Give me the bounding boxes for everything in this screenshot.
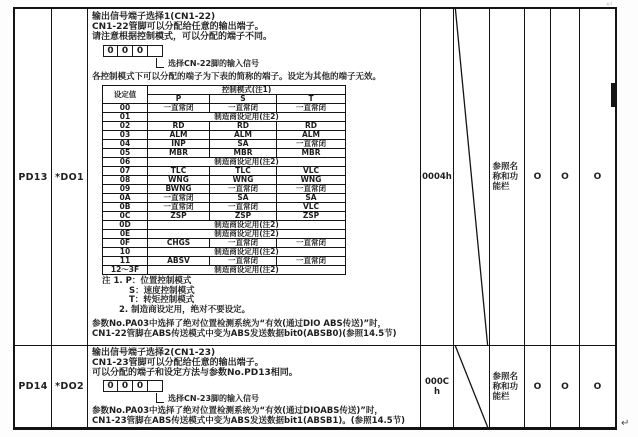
- signal-cell: RD: [210, 122, 277, 131]
- setting-value: 0B: [103, 203, 148, 212]
- pd13-unit-cell-slash: [454, 9, 490, 346]
- pd13-param-no: PD13: [18, 171, 48, 183]
- applicable-mark: O: [533, 172, 542, 182]
- pd14-mode-p-cell: [525, 346, 551, 427]
- diagonal-slash-icon: [454, 346, 489, 427]
- pd13-mode-s-cell: [551, 9, 580, 346]
- pd13-mode-t-cell: [580, 9, 615, 346]
- pd13-abs-paragraph: [92, 319, 417, 339]
- applicable-mark: O: [561, 381, 569, 392]
- setting-digit: 0: [118, 45, 133, 57]
- pd14-desc-line2: CN1-23管脚可以分配给任意的输出端子。: [92, 358, 264, 368]
- pd14-setting-value-box: [103, 380, 417, 392]
- pd14-initial-value-line2: h: [433, 386, 441, 397]
- setting-value: 12～3F: [103, 266, 148, 275]
- pd14-abs-line1: 参数No.PA03中选择了绝对位置检测系统为“有效(通过DIOABS传送)”时，: [92, 406, 383, 416]
- signal-cell: MBR: [148, 149, 210, 158]
- signal-cell: 一直常闭: [277, 104, 346, 113]
- pd14-box-callout: [92, 392, 417, 403]
- maker-setting-cell: 制造商设定用(注2): [148, 113, 346, 122]
- setting-digit: 0: [133, 380, 148, 392]
- signal-cell: 一直常闭: [148, 203, 210, 212]
- signal-cell: ZSP: [210, 212, 277, 221]
- signal-cell: VLC: [277, 167, 346, 176]
- signal-cell: WNG: [148, 176, 210, 185]
- signal-table-col-s: S: [210, 95, 277, 104]
- setting-value: 0A: [103, 194, 148, 203]
- signal-cell: 一直常闭: [277, 185, 346, 194]
- signal-cell: 一直常闭: [210, 104, 277, 113]
- signal-cell: ABSV: [148, 257, 210, 266]
- signal-cell: RD: [277, 122, 346, 131]
- signal-cell: MBR: [277, 149, 346, 158]
- pd14-desc-line3: 可以分配的端子和设定方法与参数No.PD13相同。: [92, 368, 298, 378]
- return-mark-top-icon: ↵: [606, 0, 614, 10]
- signal-cell: 一直常闭: [277, 239, 346, 248]
- signal-table-col-t: T: [277, 95, 346, 104]
- pd14-unit-cell-slash: [454, 346, 490, 427]
- callout-line-icon: [156, 393, 164, 403]
- setting-digit: 0: [118, 380, 133, 392]
- setting-digit: 0: [103, 380, 118, 392]
- signal-cell: 一直常闭: [277, 140, 346, 149]
- pd13-desc-line1: 输出信号端子选择1(CN1-22): [92, 12, 216, 22]
- setting-value: 04: [103, 140, 148, 149]
- setting-value: 01: [103, 113, 148, 122]
- pd14-initial-value-cell: [421, 346, 454, 427]
- signal-cell: VLC: [277, 203, 346, 212]
- signal-cell: 一直常闭: [210, 239, 277, 248]
- pd13-desc-line3: 请注意根据控制模式，可以分配的端子不同。: [92, 32, 273, 42]
- setting-value: 0C: [103, 212, 148, 221]
- scan-artifact: [611, 83, 617, 107]
- callout-line-icon: [156, 58, 164, 68]
- signal-table-header-value: 设定值: [103, 86, 148, 104]
- note-1-p: 1. P：位置控制模式: [113, 276, 192, 286]
- signal-cell: 一直常闭: [210, 185, 277, 194]
- pd14-description-cell: [88, 346, 421, 427]
- return-mark-bottom-icon: ↵: [621, 418, 630, 429]
- pd13-description-cell: [88, 9, 421, 346]
- pd14-setting-range: 参照名称和功能栏: [492, 371, 519, 402]
- signal-cell: SA: [210, 194, 277, 203]
- maker-setting-cell: 制造商设定用(注2): [148, 230, 346, 239]
- setting-value: 07: [103, 167, 148, 176]
- setting-value: 0F: [103, 239, 148, 248]
- pd13-box-callout: [92, 57, 417, 68]
- pd14-abbr: *DO2: [55, 381, 84, 392]
- pd13-initial-value: 0004h: [422, 172, 452, 182]
- setting-value: 0E: [103, 230, 148, 239]
- setting-value: 03: [103, 131, 148, 140]
- pd13-initial-value-cell: [421, 9, 454, 346]
- setting-digit: 0: [103, 45, 118, 57]
- setting-value: 08: [103, 176, 148, 185]
- maker-setting-cell: 制造商设定用(注2): [148, 158, 346, 167]
- pd14-initial-value: 000C: [425, 376, 449, 387]
- pd13-notes: [102, 277, 417, 315]
- setting-value: 10: [103, 248, 148, 257]
- signal-cell: 一直常闭: [210, 203, 277, 212]
- signal-cell: SA: [210, 140, 277, 149]
- note-1-s: S：速度控制模式: [129, 285, 195, 296]
- signal-table-body: [103, 104, 346, 275]
- pd14-box-label: 选择CN-23脚的输入信号: [168, 394, 260, 403]
- setting-value: 11: [103, 257, 148, 266]
- signal-cell: 一直常闭: [148, 194, 210, 203]
- signal-cell: 一直常闭: [148, 104, 210, 113]
- maker-setting-cell: 制造商设定用(注2): [148, 248, 346, 257]
- signal-cell: INP: [148, 140, 210, 149]
- pd13-abbr: *DO1: [55, 171, 84, 183]
- pd14-setting-range-cell: [490, 346, 525, 427]
- signal-cell: MBR: [210, 149, 277, 158]
- pd14-abbr-cell: [52, 346, 88, 427]
- pd14-abs-paragraph: [92, 406, 417, 426]
- maker-setting-cell: 制造商设定用(注2): [148, 266, 346, 275]
- pd13-abbr-cell: [52, 9, 88, 346]
- signal-cell: ALM: [148, 131, 210, 140]
- signal-cell: 一直常闭: [277, 257, 346, 266]
- pd14-mode-t-cell: [580, 346, 615, 427]
- parameter-table: [13, 7, 617, 430]
- setting-value: 02: [103, 122, 148, 131]
- pd14-mode-s-cell: [551, 346, 580, 427]
- signal-cell: TLC: [210, 167, 277, 176]
- signal-cell: ALM: [210, 131, 277, 140]
- signal-cell: ZSP: [277, 212, 346, 221]
- pd14-param-no-cell: [15, 346, 52, 427]
- applicable-mark: O: [593, 172, 602, 182]
- signal-cell: ALM: [277, 131, 346, 140]
- setting-digit-selected: [148, 45, 163, 57]
- setting-digit: 0: [133, 45, 148, 57]
- pd13-setting-range: 参照名称和功能栏: [492, 162, 519, 192]
- diagonal-slash-icon: [454, 9, 489, 345]
- pd14-param-no: PD14: [18, 381, 48, 392]
- pd13-abs-line2: CN1-22管脚在ABS传送模式中变为ABS发送数据bit0(ABSB0)(参照14.5节): [92, 329, 397, 339]
- note-1-t: T：转矩控制模式: [129, 295, 195, 305]
- signal-cell: 一直常闭: [210, 257, 277, 266]
- signal-table: [102, 85, 346, 275]
- setting-value: 00: [103, 104, 148, 113]
- pd13-setting-range-cell: [490, 9, 525, 346]
- signal-table-header-mode: 控制模式(注1): [148, 86, 346, 95]
- signal-cell: WNG: [210, 176, 277, 185]
- signal-cell: CHGS: [148, 239, 210, 248]
- setting-value: 05: [103, 149, 148, 158]
- maker-setting-cell: 制造商设定用(注2): [148, 221, 346, 230]
- pd14-desc-line1: 输出信号端子选择2(CN1-23): [92, 348, 216, 358]
- pd13-setting-value-box: [103, 45, 417, 57]
- signal-cell: RD: [148, 122, 210, 131]
- applicable-mark: O: [593, 381, 602, 392]
- applicable-mark: O: [561, 172, 569, 182]
- applicable-mark: O: [533, 381, 542, 392]
- setting-value: 0D: [103, 221, 148, 230]
- signal-table-row: [103, 266, 346, 275]
- pd13-abs-line1: 参数No.PA03中选择了绝对位置检测系统为“有效(通过DIO ABS传送)”时，: [92, 319, 387, 329]
- signal-cell: WNG: [277, 176, 346, 185]
- pd13-desc-line2: CN1-22管脚可以分配给任意的输出端子。: [92, 22, 264, 32]
- pd13-pre-table-text: 各控制模式下可以分配的端子为下表的简称的端子。设定为其他的端子无效。: [92, 72, 382, 82]
- setting-value: 09: [103, 185, 148, 194]
- setting-value: 06: [103, 158, 148, 167]
- setting-digit-selected: [148, 380, 163, 392]
- pd13-box-label: 选择CN-22脚的输入信号: [168, 59, 260, 68]
- signal-cell: SA: [277, 194, 346, 203]
- pd14-abs-line2: CN1-23管脚在ABS传送模式中变为ABS发送数据bit1(ABSB1)。(参照14.5节): [92, 416, 406, 426]
- note-2: 2. 制造商设定用，绝对不要设定。: [119, 304, 251, 315]
- signal-cell: ZSP: [148, 212, 210, 221]
- signal-cell: BWNG: [148, 185, 210, 194]
- signal-table-col-p: P: [148, 95, 210, 104]
- pd13-mode-p-cell: [525, 9, 551, 346]
- signal-cell: TLC: [148, 167, 210, 176]
- pd13-param-no-cell: [15, 9, 52, 346]
- note-label: 注: [102, 276, 111, 286]
